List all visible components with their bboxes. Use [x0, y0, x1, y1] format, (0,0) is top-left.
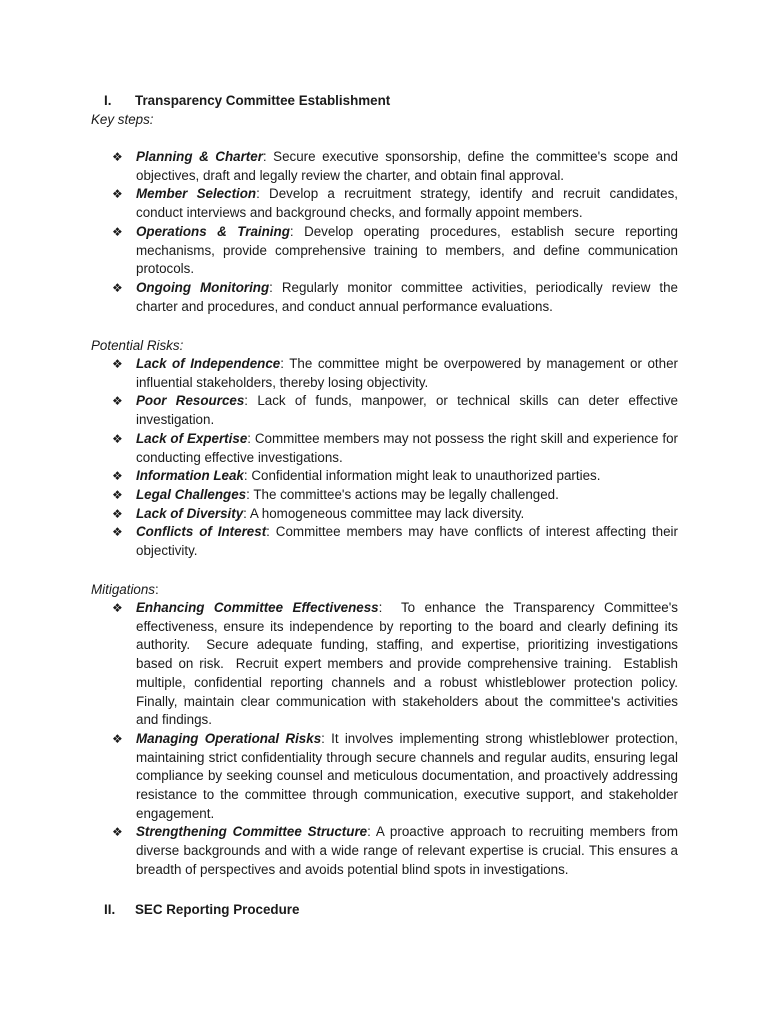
diamond-bullet-icon: ❖ [112, 506, 123, 521]
diamond-bullet-icon: ❖ [112, 280, 123, 295]
diamond-bullet-icon: ❖ [112, 224, 123, 239]
potential-risks-label: Potential Risks: [91, 338, 184, 353]
mitigations-list [112, 599, 686, 880]
diamond-bullet-icon: ❖ [112, 394, 123, 409]
list-item: ❖ Legal Challenges: The committee's actions may be legally challenged. [112, 486, 678, 505]
list-item: ❖ Planning & Charter: Secure executive sponsorship, define the committee's scope and objectives, draft and legally review the charter, and obtain final approval. [112, 149, 678, 183]
section-1-heading [104, 91, 390, 110]
list-item: ❖ Enhancing Committee Effectiveness: To enhance the Transparency Committee's effectiveness, ensure its independence by reporting to the board and clearly defining its authority. Secure adequate funding, staffing, and expertise, prioritizing investigations based on risk. Recruit expert members and provide comprehensive training. Establish multiple, confidential reporting channels and a robust whistleblower protection policy. Finally, maintain clear communication with stakeholders about the committee's activities and findings. [112, 600, 686, 728]
list-item: ❖ Ongoing Monitoring: Regularly monitor committee activities, periodically review the charter and procedures, and conduct annual performance evaluations. [112, 279, 678, 314]
diamond-bullet-icon: ❖ [112, 150, 123, 164]
list-item: ❖ Managing Operational Risks: It involves implementing strong whistleblower protection, maintaining strict confidentiality through secure channels and regular audits, ensuring legal compliance by seeking counsel and meticulous documentation, and proactively addressing resistance to the committee through communication, executive support, and stakeholder engagement. [112, 730, 678, 821]
diamond-bullet-icon: ❖ [112, 487, 123, 502]
diamond-bullet-icon: ❖ [112, 825, 123, 840]
potential-risks-list [112, 355, 678, 561]
mitigations-label: Mitigations: [91, 582, 159, 597]
diamond-bullet-icon: ❖ [112, 525, 123, 540]
list-item: ❖ Poor Resources: Lack of funds, manpower, or technical skills can deter effective investigation. [112, 393, 678, 428]
key-steps-label: Key steps: [91, 112, 154, 127]
list-item: ❖ Conflicts of Interest: Committee members may have conflicts of interest affecting their objectivity. [112, 524, 678, 559]
section-2-number: II. [104, 902, 116, 917]
list-item: ❖ Operations & Training: Develop operating procedures, establish secure reporting mechanisms, provide comprehensive training to members, and define communication protocols. [112, 223, 678, 277]
section-1-number: I. [104, 93, 112, 108]
section-1-title: Transparency Committee Establishment [135, 93, 391, 108]
diamond-bullet-icon: ❖ [112, 469, 123, 484]
key-steps-list [112, 148, 678, 316]
diamond-bullet-icon: ❖ [112, 357, 123, 371]
list-item: ❖ Member Selection: Develop a recruitment strategy, identify and recruit candidates, conduct interviews and background checks, and formally appoint members. [112, 186, 678, 221]
section-2-heading [104, 900, 299, 919]
section-2-title: SEC Reporting Procedure [135, 902, 300, 917]
diamond-bullet-icon: ❖ [112, 601, 123, 615]
diamond-bullet-icon: ❖ [112, 431, 123, 446]
list-item: ❖ Information Leak: Confidential information might leak to unauthorized parties. [112, 467, 678, 486]
list-item: ❖ Lack of Expertise: Committee members may not possess the right skill and experience for conducting effective investigations. [112, 430, 678, 465]
list-item: ❖ Lack of Diversity: A homogeneous committee may lack diversity. [112, 505, 678, 524]
list-item: ❖ Lack of Independence: The committee might be overpowered by management or other influential stakeholders, thereby losing objectivity. [112, 356, 678, 390]
diamond-bullet-icon: ❖ [112, 731, 123, 746]
diamond-bullet-icon: ❖ [112, 187, 123, 202]
list-item: ❖ Strengthening Committee Structure: A proactive approach to recruiting members from diverse backgrounds and with a wide range of relevant expertise is crucial. This ensures a breadth of perspectives and avoids potential blind spots in investigations. [112, 824, 678, 877]
